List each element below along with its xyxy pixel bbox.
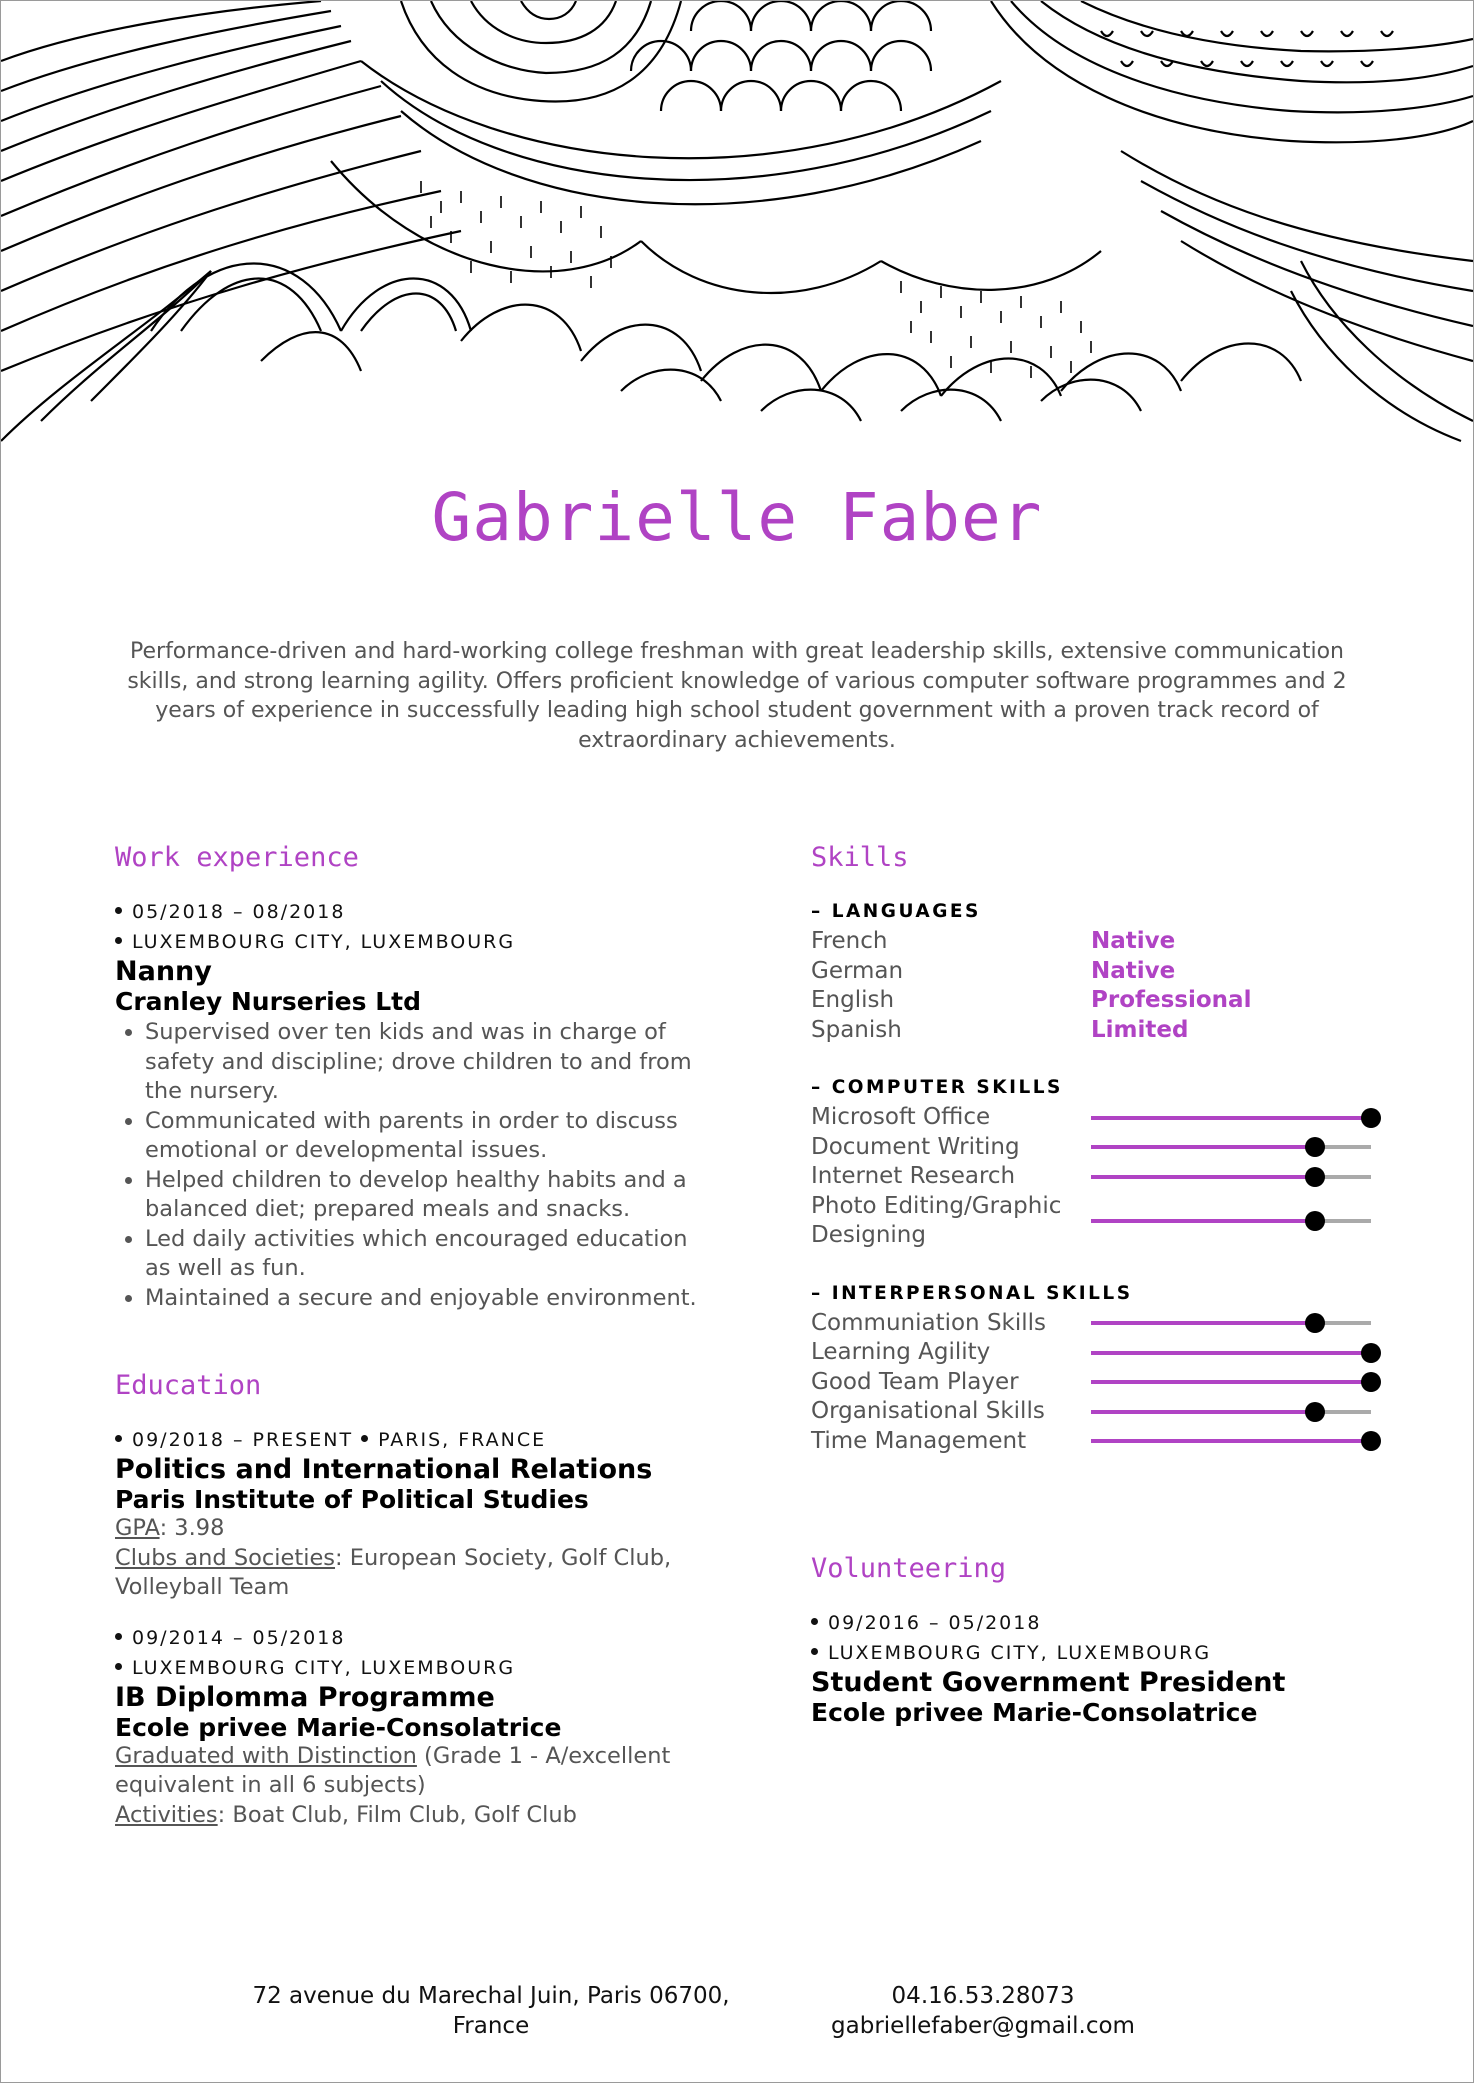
language-row: German Native xyxy=(811,957,1176,984)
bullet-dot-icon xyxy=(115,1663,122,1670)
bullet-dot-icon xyxy=(115,907,122,914)
skill-row xyxy=(811,1338,1371,1368)
skill-level-bar xyxy=(1091,1380,1371,1384)
bullet-dot-icon xyxy=(361,1435,368,1442)
list-item: • Maintained a secure and enjoyable environment. xyxy=(145,1284,715,1314)
interpersonal-skills-list xyxy=(811,1309,1371,1457)
bullet-dot-icon xyxy=(115,1435,122,1442)
skill-level-knob xyxy=(1305,1402,1325,1422)
languages-heading: – LANGUAGES xyxy=(811,901,981,922)
skill-row xyxy=(811,1162,1371,1192)
left-column xyxy=(115,841,715,1830)
bullet-dot-icon xyxy=(115,937,122,944)
skill-level-fill xyxy=(1091,1380,1371,1384)
volunteering-role: Student Government President xyxy=(811,1667,1286,1698)
language-row: French Native xyxy=(811,928,1176,954)
bullet-dot-icon xyxy=(811,1618,818,1625)
skill-level-bar xyxy=(1091,1410,1371,1414)
work-dates: 05/2018 – 08/2018 xyxy=(115,897,715,927)
language-row: Spanish Limited xyxy=(811,1016,1189,1043)
education-1-degree: Politics and International Relations xyxy=(115,1454,653,1485)
interpersonal-skills-heading: – INTERPERSONAL SKILLS xyxy=(811,1282,1133,1304)
skill-level-fill xyxy=(1091,1410,1315,1414)
volunteering-title: Volunteering xyxy=(811,1553,1007,1584)
skill-level-fill xyxy=(1091,1175,1315,1179)
skill-row xyxy=(811,1368,1371,1398)
work-responsibilities xyxy=(115,1018,715,1313)
education-2-dates: 09/2014 – 05/2018 xyxy=(115,1623,715,1653)
skill-row xyxy=(811,1103,1371,1133)
phone-number: 04.16.53.28073 xyxy=(891,1983,1075,2009)
bullet-dot-icon xyxy=(811,1648,818,1655)
volunteering-dates: 09/2016 – 05/2018 xyxy=(811,1608,1371,1638)
skill-row xyxy=(811,1192,1371,1251)
list-item: • Led daily activities which encouraged education as well as fun. xyxy=(145,1225,715,1284)
work-role: Nanny xyxy=(115,956,212,987)
skill-level-knob xyxy=(1361,1431,1381,1451)
skill-label: Organisational Skills xyxy=(811,1398,1045,1424)
work-location: LUXEMBOURG CITY, LUXEMBOURG xyxy=(115,927,715,957)
skill-level-bar xyxy=(1091,1439,1371,1443)
education-1-dates-location: 09/2018 – PRESENT PARIS, FRANCE xyxy=(115,1425,715,1455)
right-column xyxy=(811,841,1371,1727)
list-item: • Supervised over ten kids and was in charge of safety and discipline; drove children to and from the nursery. xyxy=(145,1018,715,1107)
education-2-honors: Graduated with Distinction (Grade 1 - A/excellent equivalent in all 6 subjects) xyxy=(115,1742,671,1798)
computer-skills-heading: – COMPUTER SKILLS xyxy=(811,1077,1063,1098)
skill-label: Microsoft Office xyxy=(811,1104,991,1130)
list-item: • Helped children to develop healthy habits and a balanced diet; prepared meals and snacks. xyxy=(145,1166,715,1225)
skill-row xyxy=(811,1397,1371,1427)
list-item: • Communicated with parents in order to discuss emotional or developmental issues. xyxy=(145,1107,715,1166)
skill-label: Document Writing xyxy=(811,1133,1020,1160)
education-2-activities: Activities: Boat Club, Film Club, Golf Club xyxy=(115,1801,577,1828)
skill-row xyxy=(811,1309,1371,1339)
skills-title: Skills xyxy=(811,842,909,873)
skill-level-bar xyxy=(1091,1351,1371,1355)
education-1-gpa: GPA: 3.98 xyxy=(115,1515,225,1541)
volunteering-location: LUXEMBOURG CITY, LUXEMBOURG xyxy=(811,1638,1371,1668)
skill-level-knob xyxy=(1361,1343,1381,1363)
education-2-school: Ecole privee Marie-Consolatrice xyxy=(115,1712,562,1742)
skill-level-bar xyxy=(1091,1145,1371,1149)
volunteering-organization: Ecole privee Marie-Consolatrice xyxy=(811,1698,1258,1727)
education-1-school: Paris Institute of Political Studies xyxy=(115,1485,589,1514)
skill-label: Good Team Player xyxy=(811,1368,1019,1395)
skill-row xyxy=(811,1133,1371,1163)
skill-level-knob xyxy=(1361,1372,1381,1392)
skill-level-fill xyxy=(1091,1145,1315,1149)
skill-level-knob xyxy=(1305,1137,1325,1157)
education-title: Education xyxy=(115,1370,262,1401)
footer-contact xyxy=(783,1981,1183,2041)
skill-level-bar xyxy=(1091,1175,1371,1179)
computer-skills-list xyxy=(811,1103,1371,1251)
skill-label: Learning Agility xyxy=(811,1339,991,1365)
skill-level-fill xyxy=(1091,1439,1371,1443)
skill-row xyxy=(811,1427,1371,1457)
skill-level-knob xyxy=(1305,1211,1325,1231)
decorative-doodle-banner xyxy=(1,1,1473,461)
skill-level-bar xyxy=(1091,1321,1371,1325)
skill-label: Photo Editing/Graphic Designing xyxy=(811,1192,1062,1248)
skill-label: Internet Research xyxy=(811,1163,1016,1189)
profile-summary: Performance-driven and hard-working college freshman with great leadership skills, extensive communication skills, and strong learning agility. Offers proficient knowledge of various computer software programmes and 2 years of experience in successfully leading high school student government with a proven track record of extraordinary achievements. xyxy=(127,639,1347,753)
bullet-dot-icon xyxy=(115,1633,122,1640)
skill-level-knob xyxy=(1305,1313,1325,1333)
skill-label: Time Management xyxy=(811,1427,1027,1454)
email-address: gabriellefaber@gmail.com xyxy=(831,2013,1135,2039)
skill-level-fill xyxy=(1091,1351,1371,1355)
skill-level-knob xyxy=(1305,1167,1325,1187)
footer-address: 72 avenue du Marechal Juin, Paris 06700, France xyxy=(252,1983,730,2039)
candidate-name: Gabrielle Faber xyxy=(431,479,1043,556)
skill-level-fill xyxy=(1091,1116,1371,1120)
language-row: English Professional xyxy=(811,987,1252,1013)
skill-level-bar xyxy=(1091,1116,1371,1120)
skill-level-knob xyxy=(1361,1108,1381,1128)
education-2-location: LUXEMBOURG CITY, LUXEMBOURG xyxy=(115,1653,715,1683)
skill-level-bar xyxy=(1091,1219,1371,1223)
education-2-degree: IB Diplomma Programme xyxy=(115,1681,495,1713)
skill-label: Communiation Skills xyxy=(811,1309,1047,1336)
education-1-clubs: Clubs and Societies: European Society, Golf Club, Volleyball Team xyxy=(115,1544,672,1600)
work-experience-title: Work experience xyxy=(115,842,359,873)
skill-level-fill xyxy=(1091,1219,1315,1223)
skill-level-fill xyxy=(1091,1321,1315,1325)
work-organization: Cranley Nurseries Ltd xyxy=(115,987,421,1016)
